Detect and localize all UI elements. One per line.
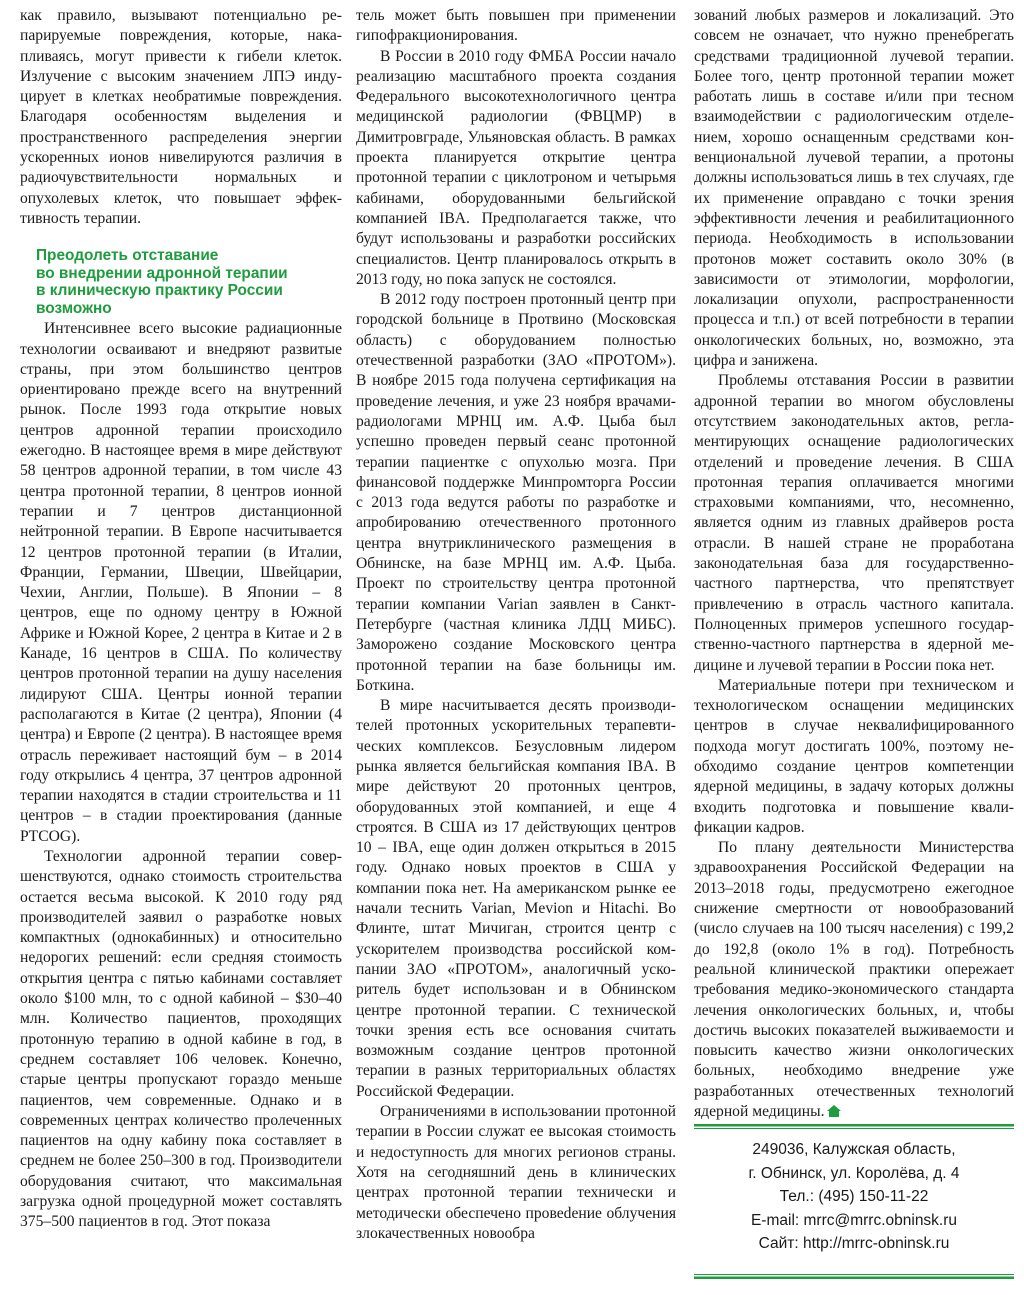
column-2 <box>356 6 676 1295</box>
divider <box>694 1124 1014 1130</box>
paragraph-text: По плану деятельности Министерства здравоохранения Российской Федерации на 2013–2018 годы, предусмотрено ежегодное снижение смертности от новообразований (число случаев на 100 тысяч населения) с 199,2 до 192,8 (около 1% в год). Потребность реальной клинической практики опережает требования медико-экономического стандарта лечения онкологических больных, и, чтобы достичь высоких показателей выживаемости и повысить качество жизни онкологических больных, необходимо внедрение уже разработанных отечественных технологий ядерной медицины. <box>694 839 1014 1121</box>
house-icon <box>827 1105 841 1117</box>
contact-address-line: 249036, Калужская область, <box>752 1141 956 1158</box>
contact-email: E-mail: mrrc@mrrc.obninsk.ru <box>750 1211 958 1229</box>
heading-line: в клиническую практику России <box>36 282 283 300</box>
paragraph <box>694 838 1014 1122</box>
contact-box <box>694 1124 1014 1280</box>
heading-line: во внедрении адронной терапии <box>36 264 288 282</box>
column-1 <box>20 6 342 1295</box>
heading-line: возможно <box>36 299 112 317</box>
paragraph: Проблемы отставания России в развитии адронной терапии во многом обусловлены отсутствием законодательных актов, регламентирующих оснащение радиологических отделений и проведение лечения. В США протонная терапия оплачивается многими страховыми компаниями, что, несомненно, является одним из главных драйверов роста отрасли. В нашей стране не проработана законодательная база для государственно-частного партнерства, что препятствует привлечению в отрасль частного капитала. Полноценных примеров успешного государственно-частного партнерства в ядерной медицине и лучевой терапии в России пока нет. <box>694 372 1014 674</box>
column-3 <box>694 6 1014 1295</box>
contact-info <box>694 1138 1014 1256</box>
contact-phone: Тел.: (495) 150-11-22 <box>779 1188 929 1205</box>
contact-website: Сайт: http://mrrc-obninsk.ru <box>758 1235 950 1252</box>
paragraph: Материальные потери при техническом и технологическом оснащении медицинских центров в случае неквалифицированного подхода могут достигать 100%, поэтому необходимо создание центров компетенции ядерной медицины, в задачу которых должны входить подготовка и повышение квалификации кадров. <box>694 676 1014 836</box>
paragraph: В России в 2010 году ФМБА России начало реализацию масштабного проекта создания Федерального высокотехнологичного центра медицинской радиологии (ФВЦМР) в Димитровграде, Ульяновская область. В рамках проекта планируется открытие центра протонной терапии с циклотроном и четырьмя кабинами, оборудованными бельгийской компанией IBA. Предполагается также, что будут использованы и разработки российских специалистов. Центр планировалось открыть в 2013 году, но пока запуск не состоялся. <box>356 47 676 288</box>
paragraph: зований любых размеров и локализаций. Это совсем не означает, что нужно пренебрегать средствами традиционной лучевой терапии. Более того, центр протонной терапии может работать лишь в составе и/или при тесном взаимодействии с радиологическим отделением, хорошо оснащенным средствами конвенциональной лучевой терапии, а протоны должны использоваться лишь в тех случаях, где их применение оправдано с точки зрения эффективности лечения и реабилитационного периода. Необходимость в использовании протонов может составить около 30% (в зависимости от этимологии, морфологии, локализации опухоли, распространенности процесса и т.п.) от всей потребности в терапии онкологических больных, но, возможно, эта цифра и занижена. <box>694 7 1014 370</box>
paragraph: тель может быть повышен при применении гипофракционирования. <box>356 7 676 45</box>
divider <box>694 1274 1014 1280</box>
paragraph: Ограничениями в использовании протонной терапии в России служат ее высокая стоимость и недоступность для многих регионов страны. Хотя на сегодняшний день в клинических центрах протонной терапии технически и методически обеспечено провеdение облучения злокачественных новообра <box>356 1103 676 1242</box>
paragraph: Технологии адронной терапии совершенствуются, однако стоимость строительства остается весьма высокой. К 2010 году ряд производителей заявил о разработке новых компактных (однокабинных) и относительно недорогих решений: если средняя стоимость открытия центра с пятью кабинами составляет около $100 млн, то с одной кабиной – $30–40 млн. Количество пациентов, проходящих протонную терапию в одной кабине в год, в среднем составляет 106 человек. Конечно, старые центры пропускают гораздо меньше пациентов, чем современные. Однако и в современных центрах количество пролеченных пациентов на одну кабину пока составляет в среднем не более 250–300 в год. Производители оборудования считают, что максимальная загрузка одной процедурной может составлять 375–500 пациентов в год. Этот показа <box>20 847 342 1231</box>
paragraph: как правило, вызывают потенциально репарируемые повреждения, которые, накапливаясь, могут привести к гибели клеток. Излучение с высоким значением ЛПЭ индуцирует в клетках необратимые повреждения. Благодаря особенностям выделения и пространственного распределения энергии ускоренных ионов нивелируются различия в радиочувствительности нормальных и опухолевых клеток, что повышает эффективность терапии. <box>20 7 342 227</box>
contact-address-line: г. Обнинск, ул. Королёва, д. 4 <box>748 1164 960 1182</box>
paragraph: В мире насчитывается десять производителей протонных ускорительных терапевтических комплексов. Безусловным лидером рынка является бельгийская компания IBA. В мире действуют 20 протонных центров, оборудованных этой компанией, и еще 4 строятся. В США из 17 действующих центров 10 – IBA, еще один должен открыться в 2015 году. Однако новых проектов в США у компании пока нет. На американском рынке ее начали теснить Varian, Mevion и Hitachi. Во Флинте, штат Мичиган, строится центр с ускорителем производства российской компании ЗАО «ПРОТОМ», аналогичный ускоритель будет использован и в Обнинском центре протонной терапии. С технической точки зрения есть все основания считать возможным создание центров протонной терапии в разных территориальных областях Российской Федерации. <box>356 697 676 1100</box>
paragraph: Интенсивнее всего высокие радиационные технологии осваивают и внедряют развитые страны, при этом большинство центров ориентировано прежде всего на внутренний рынок. После 1993 года открытие новых центров адронной терапии происходило ежегодно. В настоящее время в мире действуют 58 центров адронной терапии, в том числе 43 центра протонной терапии, 8 центров ионной терапии и 7 центров дистанционной нейтронной терапии. В Европе насчитывается 12 центров протонной терапии (в Италии, Франции, Германии, Швеции, Швейцарии, Чехии, Англии, Польше). В Японии – 8 центров, еще по одному центру в Южной Африке и Южной Корее, 2 центра в Китае и 2 в Канаде, 16 центров в США. По количеству центров протонной терапии на душу населения лидируют США. Центры ионной терапии располагаются в Китае (2 центра), Японии (4 центра) и Европе (2 центра). В настоящее время отрасль переживает настоящий бум – в 2014 году открылись 4 центра, 37 центров адронной терапии находятся в стадии строительства и 11 центров – в стадии проектирования (данные PTCOG). <box>20 320 342 845</box>
paragraph: В 2012 году построен протонный центр при городской больнице в Протвино (Московская область) с оборудованием полностью отечественной разработки (ЗАО «ПРОТОМ»). В ноябре 2015 года получена сертификация на проведение лечения, и уже 23 ноября врачами-радиологами МРНЦ им. А.Ф. Цыба был успешно проведен первый сеанс протонной терапии пациентке с опухолью мозга. При финансовой поддержке Минпромторга России с 2013 года ведутся работы по разработке и апробированию отечественного протонного центра внутриклинического размещения в Обнинске, на базе МРНЦ им. А.Ф. Цыба. Проект по строительству центра протонной терапии компании Varian заявлен в Санкт-Петербурге (частная клиника ЛДЦ МИБС). Заморожено создание Московского центра протонной терапии на базе больницы им. Боткина. <box>356 291 676 694</box>
section-heading <box>36 247 342 317</box>
heading-line: Преодолеть отставание <box>36 247 219 265</box>
